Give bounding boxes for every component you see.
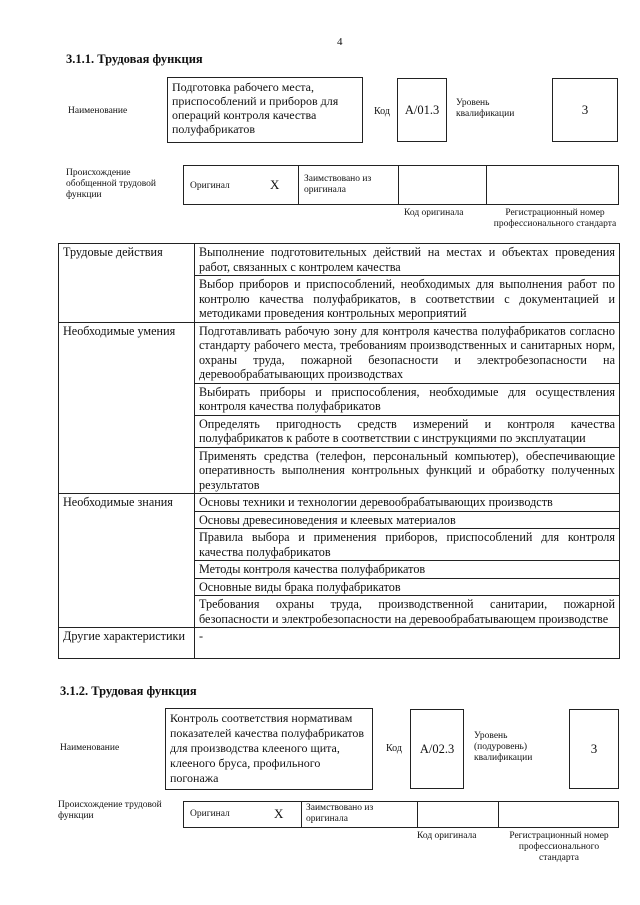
code-orig-caption-1: Код оригинала [404,208,464,218]
item-cell: Подготавливать рабочую зону для контроля качества полуфабрикатов согласно стандарту рабочего места, требованиям производственных и санитарных норм, охраны труда, пожарной безопасности и электробезопасности на деревообрабатывающих производствах [195,322,620,383]
item-cell: Методы контроля качества полуфабрикатов [195,561,620,579]
page-number: 4 [337,36,343,48]
item-cell: - [195,628,620,659]
borrowed-label-2: Заимствовано из оригинала [306,803,374,824]
reg-caption-2: Регистрационный номер профессионального стандарта [509,831,609,863]
origin-grid-1 [183,165,619,205]
original-mark-2: Х [274,806,284,821]
category-cell: Необходимые знания [59,494,195,628]
code-label-1: Код [374,106,390,117]
item-cell: Выбирать приборы и приспособления, необходимые для осуществления контроля качества полуфабрикатов [195,383,620,415]
name-label-1: Наименование [68,106,128,116]
name-label-2: Наименование [60,743,120,753]
table-row [59,494,620,512]
item-cell: Основы древесиноведения и клеевых материалов [195,511,620,529]
table-row [59,322,620,383]
code-label-2: Код [386,743,402,754]
table-row [59,628,620,659]
borrowed-label-1: Заимствовано из оригинала [304,174,372,195]
table-row [59,244,620,276]
level-value-box-1: 3 [552,78,618,142]
original-label-2: Оригинал [190,809,230,819]
section-title-2: 3.1.2. Трудовая функция [60,684,197,698]
original-mark-1: Х [270,177,280,192]
reg-caption-1: Регистрационный номер профессионального стандарта [493,208,617,229]
item-cell: Правила выбора и применения приборов, приспособлений для контроля качества полуфабрикатов [195,529,620,561]
category-cell: Другие характеристики [59,628,195,659]
section-title-1: 3.1.1. Трудовая функция [66,52,203,66]
category-cell: Необходимые умения [59,322,195,494]
labor-function-table [58,243,620,659]
item-cell: Определять пригодность средств измерений и контроля качества полуфабрикатов к работе в соответствии с инструкциями по эксплуатации [195,415,620,447]
origin-label-2: Происхождение трудовой функции [58,800,162,821]
item-cell: Основы техники и технологии деревообрабатывающих производств [195,494,620,512]
origin-label-1: Происхождение обобщенной трудовой функции [66,168,156,200]
original-label-1: Оригинал [190,181,230,191]
code-value-box-2: А/02.3 [410,709,464,789]
item-cell: Выбор приборов и приспособлений, необходимых для выполнения работ по контролю качества полуфабрикатов, в соответствии с документацией и методиками проведения контрольных мероприятий [195,276,620,323]
code-orig-caption-2: Код оригинала [417,831,477,841]
item-cell: Требования охраны труда, производственной санитарии, пожарной безопасности и электробезопасности на деревообрабатывающем производстве [195,596,620,628]
name-value-box-2: Контроль соответствия нормативам показателей качества полуфабрикатов для производства клееного щита, клееного бруса, профильного погонажа [165,708,373,790]
level-label-2: Уровень (подуровень) квалификации [474,731,533,763]
item-cell: Выполнение подготовительных действий на местах и объектах проведения работ, связанных с контролем качества [195,244,620,276]
item-cell: Применять средства (телефон, персональный компьютер), обеспечивающие оперативность выполнения контрольных функций и обработку полученных результатов [195,447,620,494]
category-cell: Трудовые действия [59,244,195,323]
name-value-box-1: Подготовка рабочего места, приспособлений и приборов для операций контроля качества полуфабрикатов [167,77,363,143]
level-value-box-2: 3 [569,709,619,789]
level-label-1: Уровень квалификации [456,98,515,119]
item-cell: Основные виды брака полуфабрикатов [195,578,620,596]
code-value-box-1: А/01.3 [397,78,447,142]
